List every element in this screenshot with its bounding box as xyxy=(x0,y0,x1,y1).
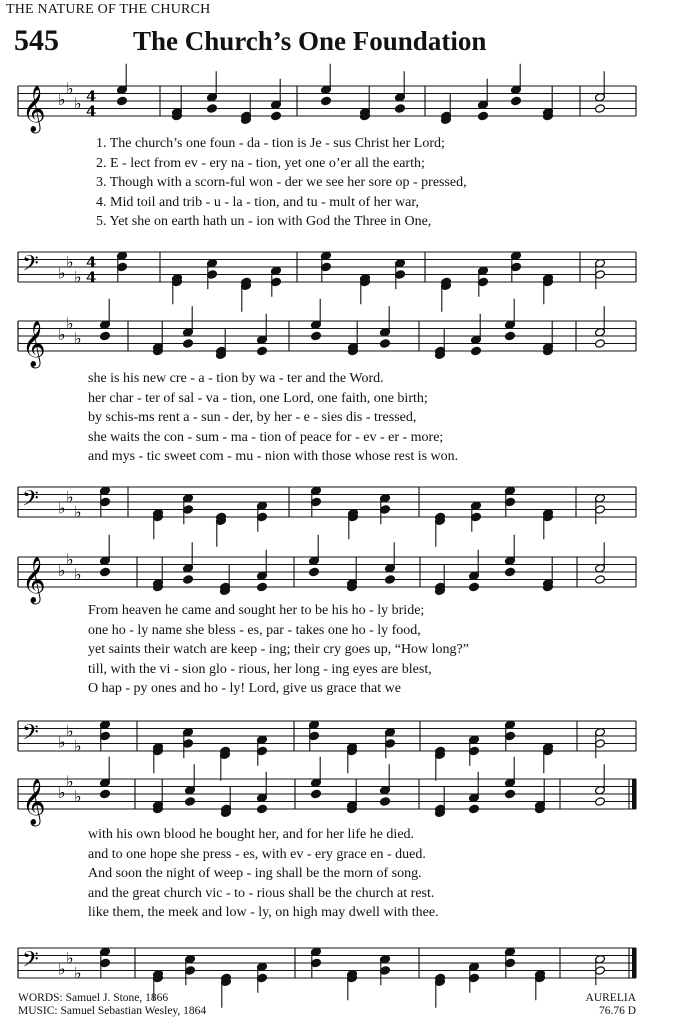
notehead xyxy=(505,567,516,577)
credits-right xyxy=(586,992,636,1018)
flat-icon: ♭ xyxy=(58,732,66,752)
flat-icon: ♭ xyxy=(66,313,74,333)
meter: 76.76 D xyxy=(598,1005,636,1017)
treble-clef-icon: 𝄞 xyxy=(22,321,46,367)
notehead xyxy=(380,797,391,807)
hymn-number: 545 xyxy=(14,24,59,57)
notehead xyxy=(505,789,516,799)
notehead xyxy=(478,111,489,121)
lyric-line: From heaven he came and sought her to be his ho - ly bride; xyxy=(88,603,425,618)
notehead xyxy=(469,804,480,814)
lyric-line: And soon the night of weep - ing shall be the morn of song. xyxy=(88,866,422,881)
words-credit: WORDS: Samuel J. Stone, 1866 xyxy=(18,992,169,1004)
section-heading: THE NATURE OF THE CHURCH xyxy=(6,2,211,17)
flat-icon: ♭ xyxy=(74,93,82,113)
notehead xyxy=(385,575,396,585)
credits-left xyxy=(18,992,206,1018)
flat-icon: ♭ xyxy=(58,561,66,580)
notehead xyxy=(311,789,322,799)
flat-icon: ♭ xyxy=(66,721,74,741)
lyrics-system-4 xyxy=(88,825,630,923)
lyric-line: and mys - tic sweet com - mu - nion with those whose rest is won. xyxy=(88,449,459,464)
notehead xyxy=(257,582,268,592)
notehead xyxy=(100,567,111,577)
notehead xyxy=(469,582,480,592)
lyric-line: yet saints their watch are keep - ing; their cry goes up, “How long?” xyxy=(88,642,469,657)
lyric-line: and the great church vic - to - rious shall be the church at rest. xyxy=(88,885,435,901)
notehead xyxy=(309,567,320,577)
lyric-line: she waits the con - sum - ma - tion of peace for - ev - er - more; xyxy=(88,429,444,445)
bass-clef-icon: 𝄢 xyxy=(22,720,39,751)
treble-clef-icon: 𝄞 xyxy=(22,779,46,825)
lyric-line: till, with the vi - sion glo - rious, her long - ing eyes are blest, xyxy=(88,661,432,677)
flat-icon: ♭ xyxy=(66,487,74,507)
music-credit: MUSIC: Samuel Sebastian Wesley, 1864 xyxy=(18,1005,207,1017)
final-bar-thick xyxy=(632,948,636,978)
notehead xyxy=(511,96,522,106)
treble-staff-2 xyxy=(0,313,674,373)
flat-icon: ♭ xyxy=(58,498,66,518)
flat-icon: ♭ xyxy=(58,325,66,344)
flat-icon: ♭ xyxy=(74,328,82,348)
lyric-line: one ho - ly name she bless - es, par - takes one ho - ly food, xyxy=(88,622,421,638)
treble-staff-3 xyxy=(0,549,674,609)
notehead xyxy=(595,575,606,585)
lyric-line: with his own blood he bought her, and for her life he died. xyxy=(88,827,415,842)
notehead xyxy=(183,339,194,349)
notehead xyxy=(595,104,606,114)
flat-icon: ♭ xyxy=(74,267,82,287)
notehead xyxy=(257,346,268,356)
time-signature: 4 xyxy=(86,268,97,287)
notehead xyxy=(100,331,111,341)
flat-icon: ♭ xyxy=(66,549,74,569)
notehead xyxy=(595,339,606,349)
treble-clef-icon: 𝄞 xyxy=(22,557,46,603)
notehead xyxy=(505,331,516,341)
notehead xyxy=(380,339,391,349)
lyrics-system-1 xyxy=(96,134,638,232)
notehead xyxy=(271,111,282,121)
time-signature: 4 xyxy=(86,102,97,121)
flat-icon: ♭ xyxy=(58,263,66,283)
flat-icon: ♭ xyxy=(74,786,82,806)
flat-icon: ♭ xyxy=(74,736,82,756)
notehead xyxy=(311,331,322,341)
flat-icon: ♭ xyxy=(66,78,74,98)
notehead xyxy=(207,104,218,114)
treble-staff-4 xyxy=(0,771,674,831)
bass-staff-1 xyxy=(0,244,674,304)
treble-staff-1 xyxy=(0,78,674,138)
final-bar-thick xyxy=(632,779,636,809)
hymn-title: The Church’s One Foundation xyxy=(133,26,487,56)
notehead xyxy=(595,797,606,807)
flat-icon: ♭ xyxy=(58,90,66,109)
bass-staff-4 xyxy=(0,940,674,1000)
notehead xyxy=(257,804,268,814)
lyrics-system-2 xyxy=(88,369,630,467)
lyric-line: 4. Mid toil and trib - u - la - tion, and tu - mult of her war, xyxy=(96,194,419,210)
flat-icon: ♭ xyxy=(58,959,66,979)
bass-staff-2 xyxy=(0,479,674,539)
notehead xyxy=(117,96,128,106)
flat-icon: ♭ xyxy=(66,252,74,272)
flat-icon: ♭ xyxy=(74,963,82,983)
lyric-line: 2. E - lect from ev - ery na - tion, yet one o’er all the earth; xyxy=(96,155,425,171)
flat-icon: ♭ xyxy=(74,502,82,522)
bass-staff-3 xyxy=(0,713,674,773)
tune-name: AURELIA xyxy=(585,992,636,1004)
bass-clef-icon: 𝄢 xyxy=(22,251,39,282)
notehead xyxy=(321,96,332,106)
notehead xyxy=(100,789,111,799)
notehead xyxy=(183,575,194,585)
treble-clef-icon: 𝄞 xyxy=(22,86,46,132)
flat-icon: ♭ xyxy=(66,948,74,968)
notehead xyxy=(185,797,196,807)
lyric-line: like them, the meek and low - ly, on high may dwell with thee. xyxy=(88,905,439,920)
lyric-line: 3. Though with a scorn-ful won - der we see her sore op - pressed, xyxy=(96,175,467,190)
time-signature: 4 xyxy=(86,253,97,272)
notehead xyxy=(471,346,482,356)
flat-icon: ♭ xyxy=(58,783,66,802)
lyric-line: she is his new cre - a - tion by wa - ter and the Word. xyxy=(88,371,384,386)
lyric-line: 5. Yet she on earth hath un - ion with God the Three in One, xyxy=(96,214,432,229)
lyric-line: 1. The church’s one foun - da - tion is Je - sus Christ her Lord; xyxy=(96,136,445,151)
notehead xyxy=(395,104,406,114)
lyric-line: by schis-ms rent a - sun - der, by her - e - sies dis - tressed, xyxy=(88,410,417,425)
bass-clef-icon: 𝄢 xyxy=(22,486,39,517)
bass-clef-icon: 𝄢 xyxy=(22,947,39,978)
flat-icon: ♭ xyxy=(66,771,74,791)
flat-icon: ♭ xyxy=(74,564,82,584)
lyric-line: and to one hope she press - es, with ev - ery grace en - dued. xyxy=(88,846,426,862)
time-signature: 4 xyxy=(86,87,97,106)
lyric-line: O hap - py ones and ho - ly! Lord, give us grace that we xyxy=(88,681,401,696)
lyric-line: her char - ter of sal - va - tion, one Lord, one faith, one birth; xyxy=(88,390,428,406)
lyrics-system-3 xyxy=(88,601,630,699)
